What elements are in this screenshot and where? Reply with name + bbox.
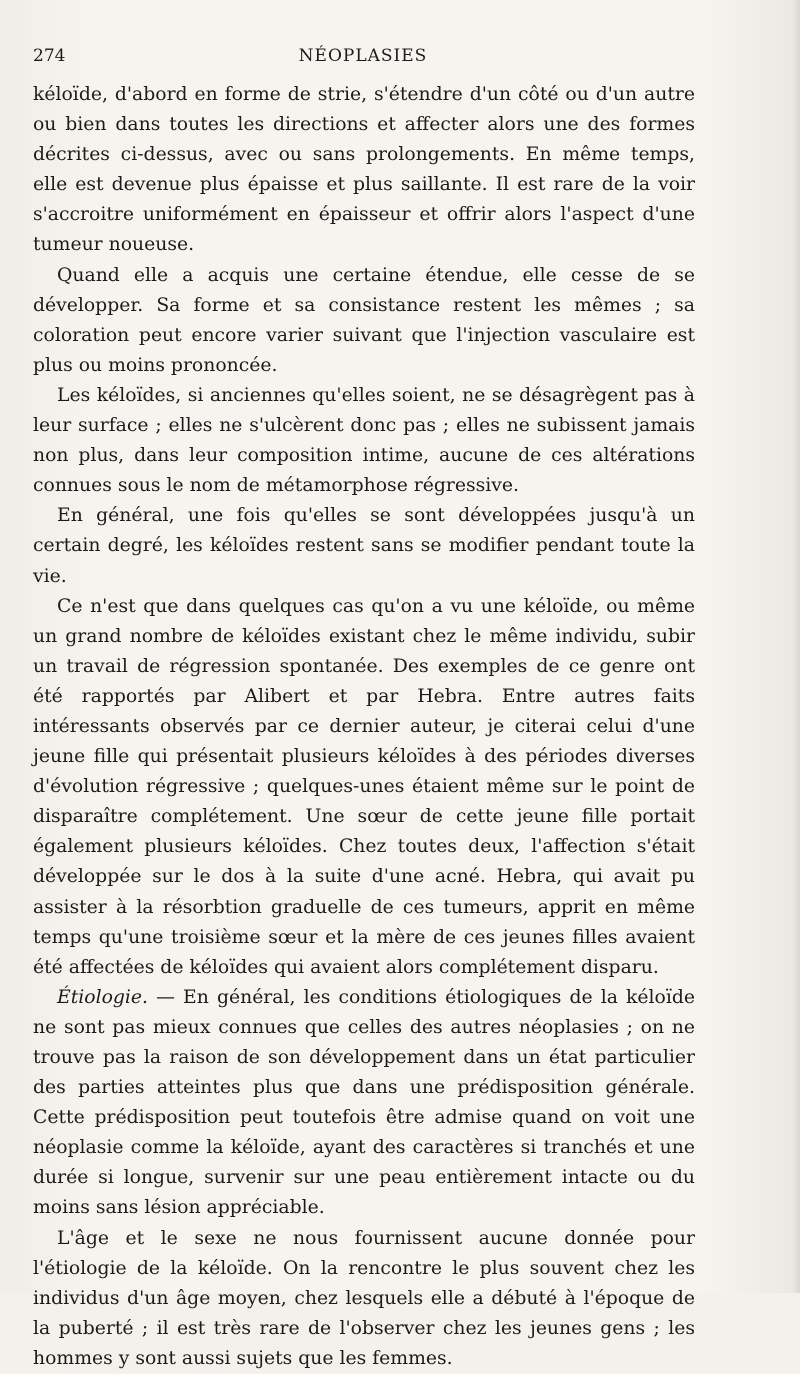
paragraph-spontaneous-regression: Ce n'est que dans quelques cas qu'on a vu une kéloïde, ou même un grand nombre de kéloïdes existant chez le même individu, subir un travail de régression spontanée. Des exemples de ce genre ont été rapportés par Alibert et par Hebra. Entre autres faits intéressants observés par ce dernier auteur, je citerai celui d'une jeune fille qui présentait plusieurs kéloïdes à des périodes diverses d'évolution régressive ; quelques-unes étaient même sur le point de disparaître complétement. Une sœur de cette jeune fille portait également plusieurs kéloïdes. Chez toutes deux, l'affection s'était développée sur le dos à la suite d'une acné. Hebra, qui avait pu assister à la résorbtion graduelle de ces tumeurs, apprit en même temps qu'une troisième sœur et la mère de ces jeunes filles avaient été affectées de kéloïdes qui avaient alors complétement disparu. [33,595,695,978]
body-text [33,80,695,1374]
paragraph-etiology [33,983,695,1224]
paragraph-no-regression: Les kéloïdes, si anciennes qu'elles soient, ne se désagrègent pas à leur surface ; elles ne s'ulcèrent donc pas ; elles ne subissent jamais non plus, dans leur composition intime, aucune de ces altérations connues sous le nom de métamorphose régressive. [33,384,695,497]
running-title: NÉOPLASIES [298,46,428,66]
paragraph-extent: Quand elle a acquis une certaine étendue, elle cesse de se développer. Sa forme et sa consistance restent les mêmes ; sa coloration peut encore varier suivant que l'injection vasculaire est plus ou moins prononcée. [33,264,695,376]
page-edge-shadow [792,0,800,1293]
paragraph-continuation: kéloïde, d'abord en forme de strie, s'étendre d'un côté ou d'un autre ou bien dans toutes les directions et affecter alors une des formes décrites ci-dessus, avec ou sans prolongements. En même temps, elle est devenue plus épaisse et plus saillante. Il est rare de la voir s'accroitre uniformément en épaisseur et offrir alors l'aspect d'une tumeur noueuse. [33,84,695,256]
paragraph-general-persistence: En général, une fois qu'elles se sont développées jusqu'à un certain degré, les kéloïdes restent sans se modifier pendant toute la vie. [33,505,695,587]
section-heading-etiologie: Étiologie. [57,986,148,1008]
paragraph-age-sex: L'âge et le sexe ne nous fournissent aucune donnée pour l'étiologie de la kéloïde. On la rencontre le plus souvent chez les individus d'un âge moyen, chez lesquels elle a débuté à l'époque de la puberté ; il est très rare de l'observer chez les jeunes gens ; les hommes y sont aussi sujets que les femmes. [33,1227,695,1369]
page-header [33,46,693,72]
etiology-text: — En général, les conditions étiologiques de la kéloïde ne sont pas mieux connues que celles des autres néoplasies ; on ne trouve pas la raison de son développement dans un état particulier des parties atteintes plus que dans une prédisposition générale. Cette prédisposition peut toutefois être admise quand on voit une néoplasie comme la kéloïde, ayant des caractères si tranchés et une durée si longue, survenir sur une peau entièrement intacte ou du moins sans lésion appréciable. [33,986,695,1219]
page-number: 274 [33,46,66,66]
